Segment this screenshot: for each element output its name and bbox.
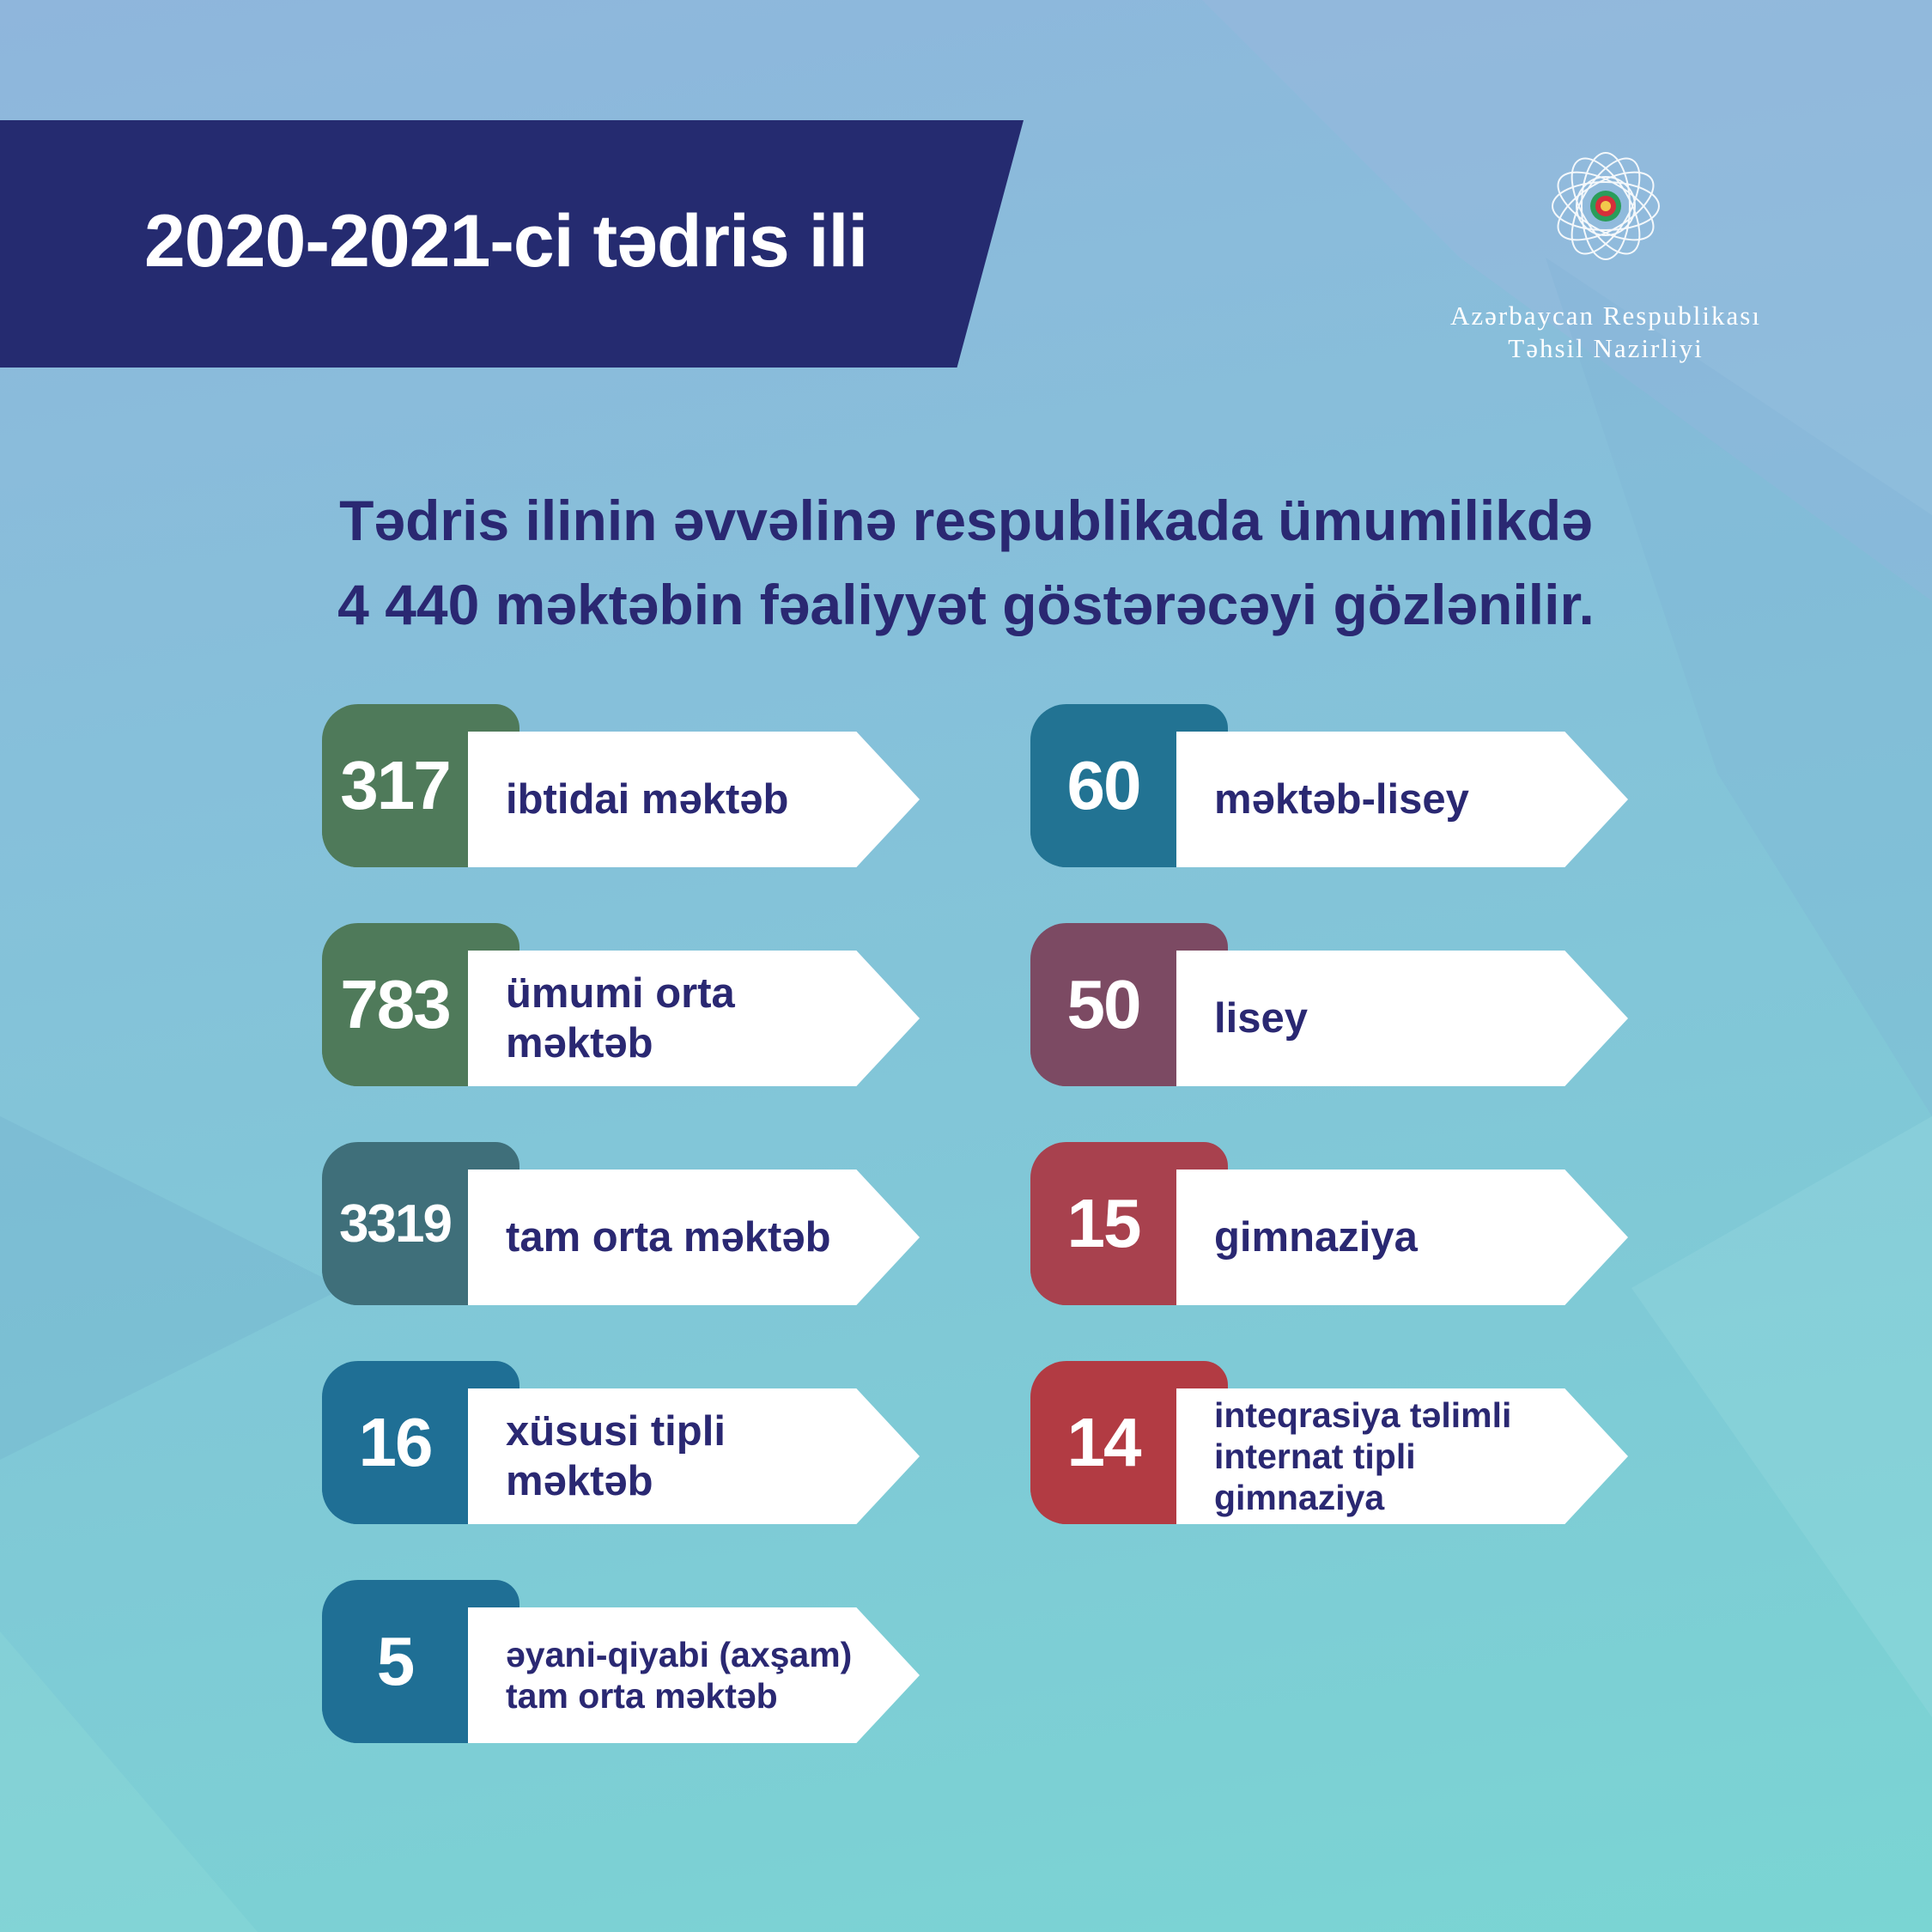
headline-line2: 4 440 məktəbin fəaliyyət göstərəcəyi gözlənilir. [337, 573, 1595, 636]
stat-label: gimnaziya [1214, 1214, 1418, 1261]
ministry-name-line2: Təhsil Nazirliyi [1508, 333, 1704, 363]
stat-number: 783 [340, 966, 450, 1042]
stat-label: əyani-qiyabi (axşam) tam orta məktəb [506, 1635, 853, 1716]
stat-number: 15 [1066, 1185, 1140, 1261]
stat-card-evening-school [322, 1580, 920, 1743]
stat-card-special-type [322, 1361, 920, 1524]
stat-card-general-secondary [322, 923, 920, 1086]
stat-label: lisey [1214, 995, 1308, 1042]
stat-number: 16 [358, 1404, 432, 1480]
stat-card-primary-school [322, 704, 920, 867]
stat-card-school-lyceum [1030, 704, 1628, 867]
stat-number: 50 [1066, 966, 1140, 1042]
stat-card-lyceum [1030, 923, 1628, 1086]
stat-card-boarding-gymnasium [1030, 1361, 1628, 1524]
stat-label: məktəb-lisey [1214, 776, 1469, 823]
ministry-name-line1: Azərbaycan Respublikası [1450, 301, 1761, 331]
stat-number: 3319 [339, 1194, 451, 1254]
stat-number: 14 [1066, 1404, 1140, 1480]
stat-card-full-secondary [322, 1142, 920, 1305]
stat-number: 317 [340, 747, 450, 823]
stat-card-gymnasium [1030, 1142, 1628, 1305]
stat-label: ümumi orta məktəb [506, 970, 735, 1066]
headline-line1: Tədris ilinin əvvəlinə respublikada ümumilikdə [339, 489, 1593, 552]
stat-number: 60 [1066, 747, 1140, 823]
banner-title: 2020-2021-ci tədris ili [144, 200, 868, 283]
ministry-emblem-icon [1520, 120, 1692, 292]
stat-number: 5 [376, 1623, 414, 1699]
stat-label: inteqrasiya təlimli internat tipli gimnaziya [1214, 1395, 1512, 1517]
stat-label: tam orta məktəb [506, 1214, 831, 1261]
stat-label: ibtidai məktəb [506, 776, 789, 823]
stat-label: xüsusi tipli məktəb [506, 1408, 726, 1504]
